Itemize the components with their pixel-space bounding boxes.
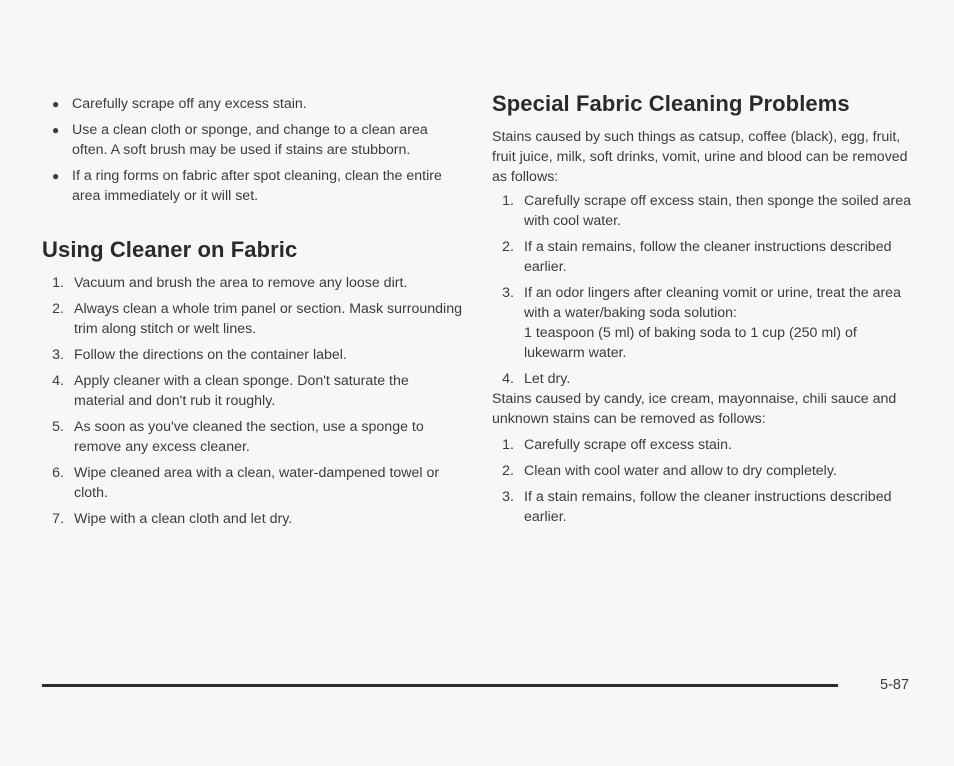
list-item: 1. Carefully scrape off excess stain, then sponge the soiled area with cool water. bbox=[502, 193, 911, 229]
list-item: 2. Always clean a whole trim panel or section. Mask surrounding trim along stitch or welt lines. bbox=[52, 301, 462, 337]
list-item: 4. Apply cleaner with a clean sponge. Don't saturate the material and don't rub it roughly. bbox=[52, 373, 409, 409]
footer-divider bbox=[42, 684, 838, 687]
list-item: 3. If a stain remains, follow the cleaner instructions described earlier. bbox=[502, 489, 892, 525]
list-item: 6. Wipe cleaned area with a clean, water-dampened towel or cloth. bbox=[52, 465, 440, 501]
list-item: 3. Follow the directions on the container label. bbox=[52, 347, 347, 363]
intro-paragraph-2: Stains caused by candy, ice cream, mayonnaise, chili sauce and unknown stains can be removed as follows: bbox=[492, 391, 897, 427]
section-heading-special-problems: Special Fabric Cleaning Problems bbox=[492, 91, 850, 116]
list-item: 7. Wipe with a clean cloth and let dry. bbox=[52, 511, 293, 527]
special-steps-list-1 bbox=[492, 191, 917, 395]
section-heading-using-cleaner: Using Cleaner on Fabric bbox=[42, 237, 298, 262]
cleaner-steps-list bbox=[42, 273, 462, 535]
list-item: ● If a ring forms on fabric after spot cleaning, clean the entire area immediately or it will set. bbox=[52, 168, 442, 204]
stain-tips-list bbox=[42, 94, 462, 212]
solution-recipe: 1 teaspoon (5 ml) of baking soda to 1 cup (250 ml) of lukewarm water. bbox=[524, 325, 857, 361]
list-item: ● Use a clean cloth or sponge, and change to a clean area often. A soft brush may be used if stains are stubborn. bbox=[52, 122, 428, 158]
intro-paragraph-1: Stains caused by such things as catsup, coffee (black), egg, fruit, fruit juice, milk, soft drinks, vomit, urine and blood can be removed as follows: bbox=[492, 129, 908, 185]
list-item: 2. If a stain remains, follow the cleaner instructions described earlier. bbox=[502, 239, 892, 275]
list-item: 4. Let dry. bbox=[502, 371, 571, 387]
bullet-icon: ● bbox=[52, 169, 60, 183]
list-item: ● Carefully scrape off any excess stain. bbox=[52, 96, 307, 112]
list-item: 1. Carefully scrape off excess stain. bbox=[502, 437, 732, 453]
list-item: 2. Clean with cool water and allow to dry completely. bbox=[502, 463, 837, 479]
list-item: 5. As soon as you've cleaned the section, use a sponge to remove any excess cleaner. bbox=[52, 419, 424, 455]
page-number: 5-87 bbox=[880, 677, 910, 693]
bullet-icon: ● bbox=[52, 97, 60, 111]
bullet-icon: ● bbox=[52, 123, 60, 137]
list-item: 1. Vacuum and brush the area to remove any loose dirt. bbox=[52, 275, 408, 291]
special-steps-list-2 bbox=[492, 435, 917, 533]
list-item: 3. If an odor lingers after cleaning vomit or urine, treat the area with a water/baking soda solution: 1 teaspoon (5 ml) of baking soda to 1 cup (250 ml) of lukewarm water. bbox=[492, 283, 917, 363]
